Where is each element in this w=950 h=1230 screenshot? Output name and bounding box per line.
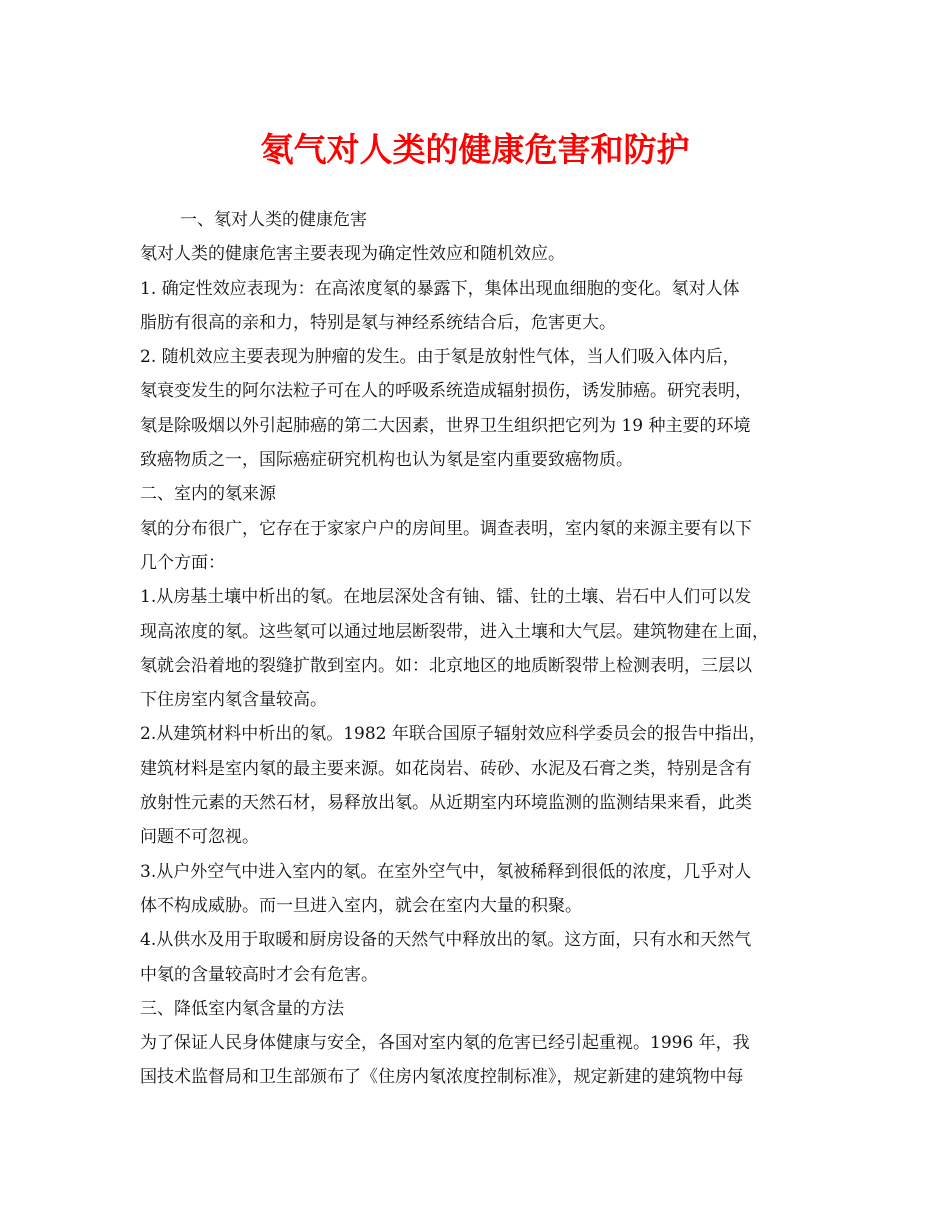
paragraph-line: 氡就会沿着地的裂缝扩散到室内。如：北京地区的地质断裂带上检测表明，三层以	[140, 655, 752, 676]
paragraph-line: 致癌物质之一，国际癌症研究机构也认为氡是室内重要致癌物质。	[140, 450, 633, 471]
paragraph-line: 国技术监督局和卫生部颁布了《住房内氡浓度控制标准》，规定新建的建筑物中每	[140, 1067, 744, 1088]
paragraph-line: 2. 随机效应主要表现为肿瘤的发生。由于氡是放射性气体，当人们吸入体内后，	[140, 347, 740, 368]
page-title: 氡气对人类的健康危害和防护	[260, 130, 690, 169]
paragraph-line: 氡是除吸烟以外引起肺癌的第二大因素，世界卫生组织把它列为 19 种主要的环境	[140, 415, 751, 436]
paragraph-line: 为了保证人民身体健康与安全，各国对室内氡的危害已经引起重视。1996 年，我	[140, 1033, 750, 1054]
paragraph-line: 问题不可忽视。	[140, 827, 259, 848]
document-body	[140, 203, 820, 1095]
paragraph-line: 1. 确定性效应表现为：在高浓度氡的暴露下，集体出现血细胞的变化。氡对人体	[140, 278, 740, 299]
section-heading-3: 三、降低室内氡含量的方法	[140, 998, 344, 1019]
paragraph-line: 氡衰变发生的阿尔法粒子可在人的呼吸系统造成辐射损伤，诱发肺癌。研究表明，	[140, 381, 752, 402]
paragraph-line: 脂肪有很高的亲和力，特别是氡与神经系统结合后，危害更大。	[140, 312, 616, 333]
paragraph-line: 几个方面：	[140, 552, 225, 573]
paragraph-line: 体不构成威胁。而一旦进入室内，就会在室内大量的积聚。	[140, 895, 582, 916]
paragraph-line: 2.从建筑材料中析出的氡。1982 年联合国原子辐射效应科学委员会的报告中指出，	[140, 724, 766, 745]
section-heading-1: 一、氡对人类的健康危害	[180, 210, 367, 230]
paragraph-line: 4.从供水及用于取暖和厨房设备的天然气中释放出的氡。这方面，只有水和天然气	[140, 930, 752, 951]
paragraph-line: 中氡的含量较高时才会有危害。	[140, 964, 378, 985]
paragraph-line: 氡的分布很广，它存在于家家户户的房间里。调查表明，室内氡的来源主要有以下	[140, 518, 752, 539]
paragraph-line: 1.从房基土壤中析出的氡。在地层深处含有铀、镭、钍的土壤、岩石中人们可以发	[140, 587, 752, 608]
section-heading-2: 二、室内的氡来源	[140, 484, 276, 505]
paragraph-line: 氡对人类的健康危害主要表现为确定性效应和随机效应。	[140, 244, 565, 265]
paragraph-line: 下住房室内氡含量较高。	[140, 690, 327, 711]
paragraph-line: 3.从户外空气中进入室内的氡。在室外空气中，氡被稀释到很低的浓度，几乎对人	[140, 861, 752, 882]
paragraph-line: 现高浓度的氡。这些氡可以通过地层断裂带，进入土壤和大气层。建筑物建在上面，	[140, 621, 769, 642]
paragraph-line: 建筑材料是室内氡的最主要来源。如花岗岩、砖砂、水泥及石膏之类，特别是含有	[140, 758, 752, 779]
paragraph-line: 放射性元素的天然石材，易释放出氡。从近期室内环境监测的监测结果来看，此类	[140, 793, 752, 814]
